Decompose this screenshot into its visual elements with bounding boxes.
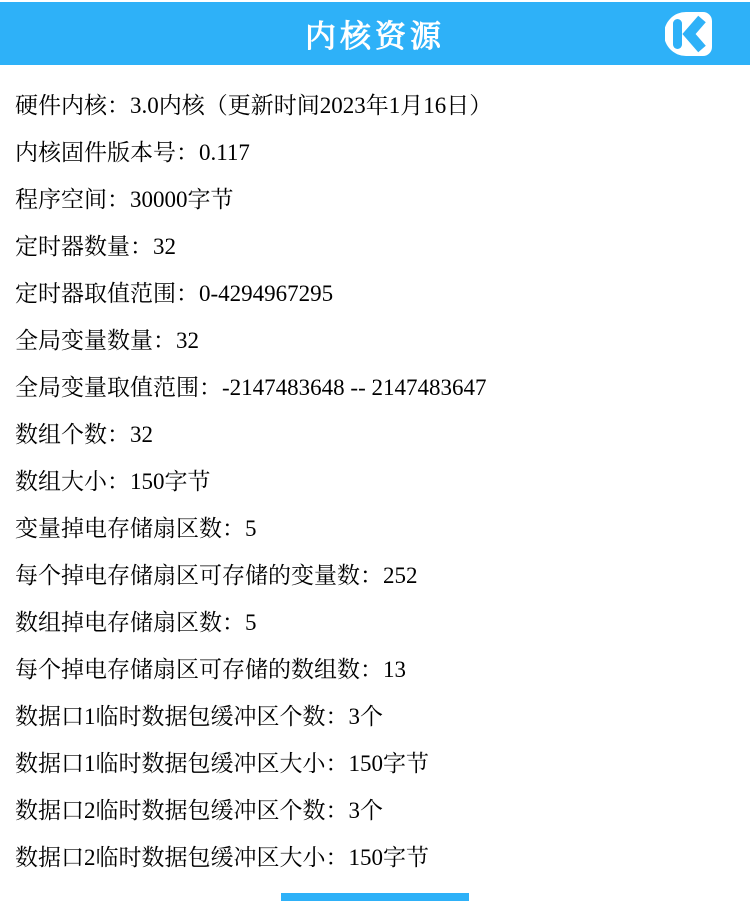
info-row: 定时器数量：32 (15, 234, 176, 259)
info-row: 硬件内核：3.0内核（更新时间2023年1月16日） (15, 93, 493, 118)
info-row: 每个掉电存储扇区可存储的数组数：13 (15, 657, 406, 682)
info-row: 数据口2临时数据包缓冲区个数：3个 (15, 798, 383, 823)
info-row: 数据口1临时数据包缓冲区个数：3个 (15, 704, 383, 729)
page-title: 内核资源 (305, 19, 445, 54)
info-row: 数组个数：32 (15, 422, 153, 447)
info-row: 内核固件版本号：0.117 (15, 140, 250, 165)
info-row: 程序空间：30000字节 (15, 187, 234, 212)
info-row: 全局变量取值范围：-2147483648 -- 2147483647 (15, 375, 487, 400)
header-bar (0, 2, 750, 65)
info-row: 定时器取值范围：0-4294967295 (15, 281, 334, 306)
bottom-blue-bar (281, 893, 469, 901)
info-list (0, 65, 750, 879)
info-row: 每个掉电存储扇区可存储的变量数：252 (15, 563, 418, 588)
info-row: 数据口1临时数据包缓冲区大小：150字节 (15, 751, 429, 776)
info-row: 变量掉电存储扇区数：5 (15, 516, 257, 541)
kincony-k-logo-icon[interactable] (665, 11, 713, 57)
info-row: 数组大小：150字节 (15, 469, 211, 494)
info-row: 数据口2临时数据包缓冲区大小：150字节 (15, 845, 429, 870)
info-row: 数组掉电存储扇区数：5 (15, 610, 257, 635)
info-row: 全局变量数量：32 (15, 328, 199, 353)
